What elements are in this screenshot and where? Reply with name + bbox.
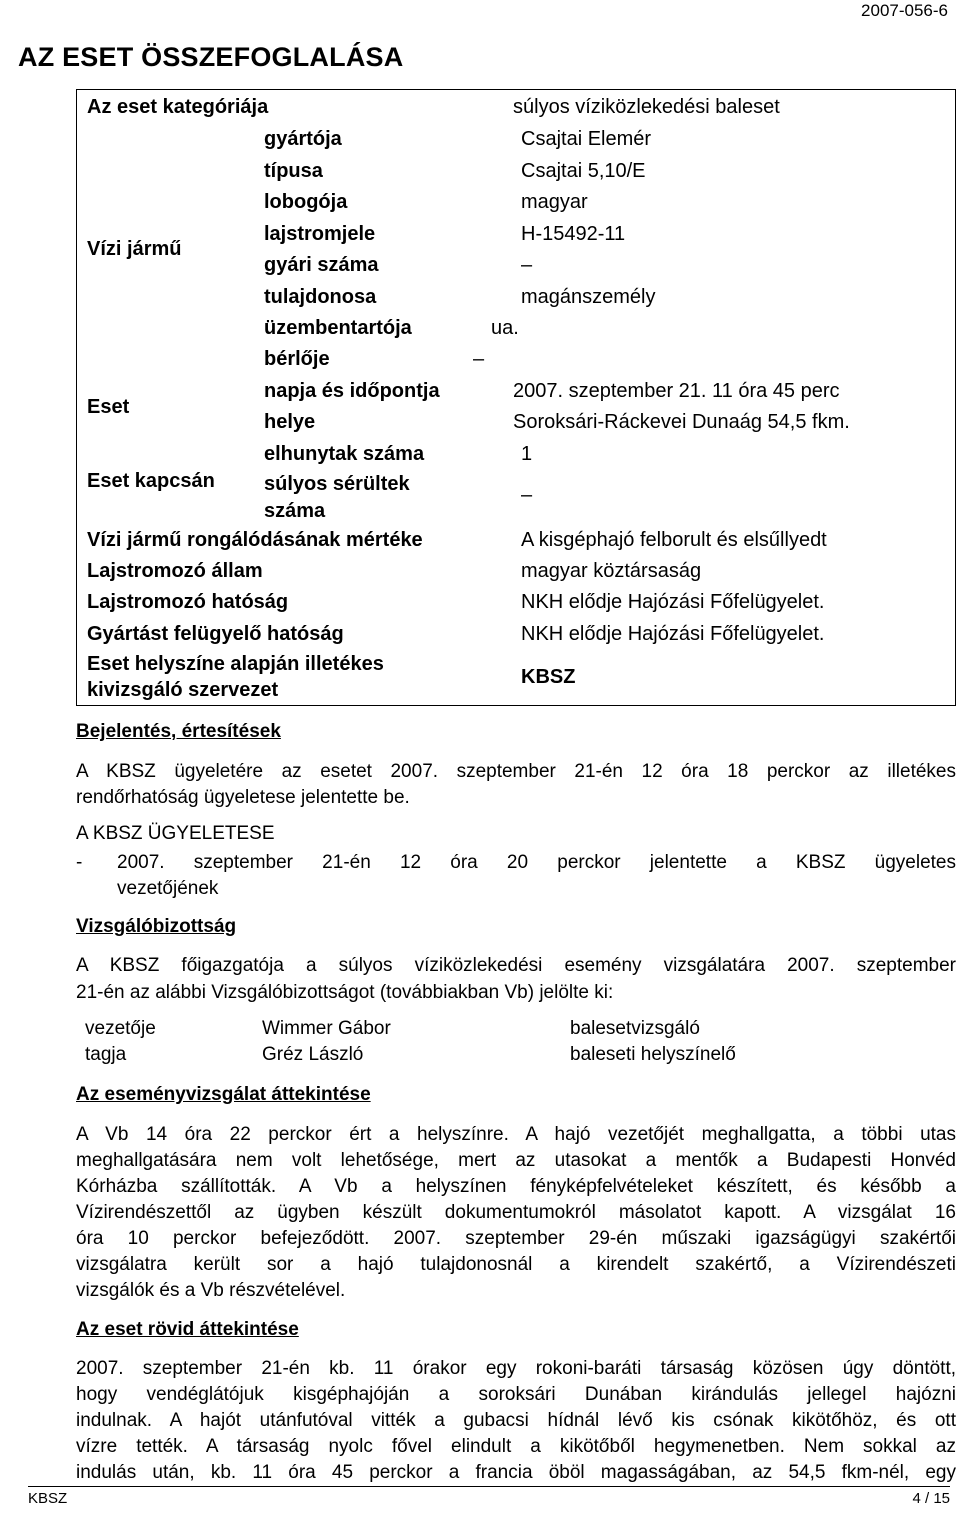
event-label-location: helye <box>264 411 316 433</box>
vessel-label-owner: tulajdonosa <box>264 286 377 308</box>
reports-line-2: rendőrhatóság ügyeletese jelentette be. <box>76 787 410 808</box>
related-label-injured-1: súlyos sérültek <box>264 473 410 495</box>
page-number: 4 / 15 <box>912 1490 950 1507</box>
summary-table <box>76 89 956 706</box>
vessel-value-charterer: – <box>473 348 485 370</box>
committee-intro-1: A KBSZ főigazgatója a súlyos víziközlekedési esemény vizsgálatára 2007. szeptember <box>76 955 956 976</box>
damage-label: Vízi jármű rongálódásának mértéke <box>87 529 423 551</box>
vessel-value-flag: magyar <box>521 191 588 213</box>
manufacturing-authority-label: Gyártást felügyelő hatóság <box>87 623 344 645</box>
vessel-label-operator: üzembentartója <box>264 317 412 339</box>
event-group-label: Eset <box>87 396 130 418</box>
overview-line: meghallgatására nem volt lehetősége, mert az utasokat a mentők a Budapesti Honvéd <box>76 1150 956 1171</box>
category-label: Az eset kategóriája <box>87 96 269 118</box>
duty-line-1: 2007. szeptember 21-én 12 óra 20 perckor jelentette a KBSZ ügyeletes <box>117 852 956 873</box>
reports-line-1: A KBSZ ügyeletére az esetet 2007. szeptember 21-én 12 óra 18 perckor az illetékes <box>76 761 956 782</box>
duty-heading: A KBSZ ÜGYELETESE <box>76 823 275 844</box>
vessel-group-label: Vízi jármű <box>87 238 182 260</box>
vessel-label-flag: lobogója <box>264 191 348 213</box>
committee-heading: Vizsgálóbizottság <box>76 916 237 937</box>
damage-value: A kisgéphajó felborult és elsűllyedt <box>521 529 827 551</box>
committee-member-row <box>85 1044 955 1070</box>
overview-line-last: vizsgálók és a Vb részvételével. <box>76 1280 346 1301</box>
duty-line-2: vezetőjének <box>117 878 219 899</box>
overview-line: vizsgálatra került sor a hajó tulajdonosnál a kirendelt szakértő, a Vízirendészeti <box>76 1254 956 1275</box>
member-function: balesetvizsgáló <box>570 1018 700 1039</box>
registry-authority-label: Lajstromozó hatóság <box>87 591 289 613</box>
document-id: 2007-056-6 <box>861 1 948 20</box>
registry-state-label: Lajstromozó állam <box>87 560 263 582</box>
registry-state-value: magyar köztársaság <box>521 560 702 582</box>
member-function: baleseti helyszínelő <box>570 1044 736 1065</box>
overview-line: óra 10 perckor befejeződött. 2007. szeptember 29-én műszaki igazságügyi szakértői <box>76 1228 956 1249</box>
event-value-location: Soroksári-Ráckevei Dunaág 54,5 fkm. <box>513 411 850 433</box>
committee-intro-2: 21-én az alábbi Vizsgálóbizottságot (továbbiakban Vb) jelölte ki: <box>76 982 614 1003</box>
member-role: vezetője <box>85 1018 156 1039</box>
committee-member-row <box>85 1018 955 1044</box>
footer-org: KBSZ <box>28 1490 68 1507</box>
brief-line: 2007. szeptember 21-én kb. 11 órakor egy rokoni-baráti társaság közösen úgy döntött, <box>76 1358 956 1379</box>
related-label-deaths: elhunytak száma <box>264 443 425 465</box>
brief-line: hogy vendéglátójuk kisgéphajóján a soroksári Dunában kirándulás jellegel hajózni <box>76 1384 956 1405</box>
overview-line: Kórházba szállították. A Vb a helyszínen fényképfelvételeket készített, és később a <box>76 1176 956 1197</box>
member-name: Wimmer Gábor <box>262 1018 391 1039</box>
member-role: tagja <box>85 1044 127 1065</box>
related-group-label: Eset kapcsán <box>87 470 215 492</box>
vessel-label-serial: gyári száma <box>264 254 379 276</box>
related-value-injured: – <box>521 484 533 506</box>
vessel-value-type: Csajtai 5,10/E <box>521 160 646 182</box>
overview-line: A Vb 14 óra 22 perckor ért a helyszínre. A hajó vezetőjét meghallgatta, a többi utas <box>76 1124 956 1145</box>
vessel-value-manufacturer: Csajtai Elemér <box>521 128 652 150</box>
related-value-deaths: 1 <box>521 443 533 465</box>
overview-line: Vízirendészettől az ügyben készült dokumentumokról másolatot kapott. A vizsgálat 16 <box>76 1202 956 1223</box>
investigator-value: KBSZ <box>521 666 576 688</box>
event-label-datetime: napja és időpontja <box>264 380 440 402</box>
vessel-label-charterer: bérlője <box>264 348 330 370</box>
member-name: Gréz László <box>262 1044 364 1065</box>
related-label-injured-2: száma <box>264 500 326 522</box>
vessel-label-registration: lajstromjele <box>264 223 376 245</box>
investigator-label-1: Eset helyszíne alapján illetékes <box>87 653 384 675</box>
brief-line: indulnak. A hajót utánfutóval vitték a gubacsi hídnál lévő kis csónak kikötőhöz, és ott <box>76 1410 956 1431</box>
registry-authority-value: NKH elődje Hajózási Főfelügyelet. <box>521 591 825 613</box>
event-value-datetime: 2007. szeptember 21. 11 óra 45 perc <box>513 380 840 402</box>
category-value: súlyos víziközlekedési baleset <box>513 96 780 118</box>
page-title: AZ ESET ÖSSZEFOGLALÁSA <box>18 42 404 72</box>
duty-dash: - <box>76 852 83 873</box>
vessel-label-manufacturer: gyártója <box>264 128 342 150</box>
footer-divider <box>28 1486 950 1487</box>
manufacturing-authority-value: NKH elődje Hajózási Főfelügyelet. <box>521 623 825 645</box>
vessel-value-registration: H-15492-11 <box>521 223 626 245</box>
brief-line: vízre tették. A társaság nyolc fővel elindult a kikötőből hegymenetben. Nem sokkal az <box>76 1436 956 1457</box>
reports-heading: Bejelentés, értesítések <box>76 721 281 742</box>
vessel-value-operator: ua. <box>491 317 519 339</box>
brief-heading: Az eset rövid áttekintése <box>76 1319 299 1340</box>
investigator-label-2: kivizsgáló szervezet <box>87 679 279 701</box>
vessel-value-owner: magánszemély <box>521 286 656 308</box>
overview-heading: Az eseményvizsgálat áttekintése <box>76 1084 371 1105</box>
brief-line: indulás után, kb. 11 óra 45 perckor a francia öböl magasságában, az 54,5 fkm-nél, egy <box>76 1462 956 1483</box>
vessel-value-serial: – <box>521 254 533 276</box>
vessel-label-type: típusa <box>264 160 323 182</box>
